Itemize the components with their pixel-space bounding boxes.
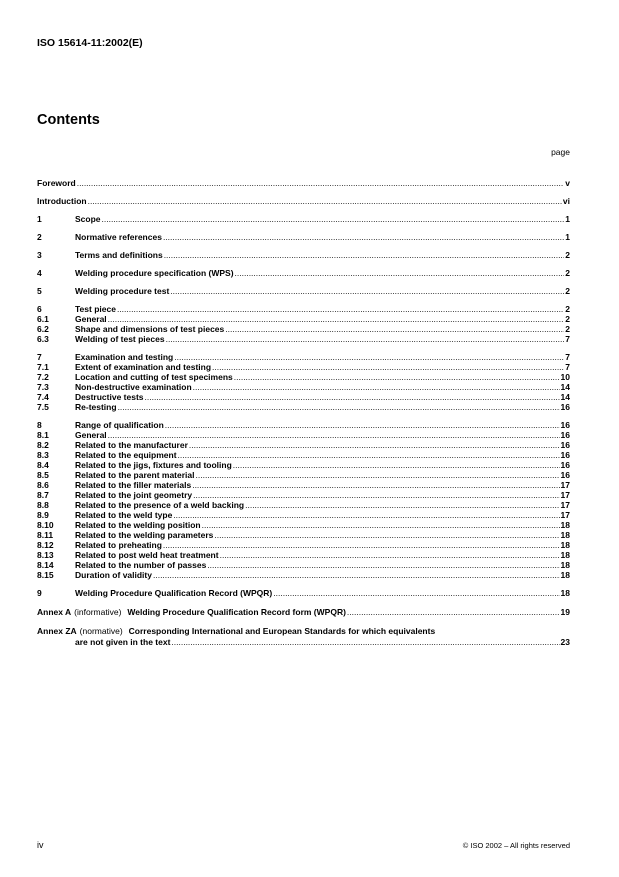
toc-entry[interactable] (37, 530, 570, 540)
toc-entries (37, 178, 570, 598)
toc-entry[interactable] (37, 402, 570, 412)
toc-entry[interactable] (37, 470, 570, 480)
toc-entry-number: 1 (37, 214, 42, 224)
toc-entry-page: 14 (560, 392, 570, 402)
toc-entry-page: 18 (560, 530, 570, 540)
leader-dots (234, 372, 560, 382)
annex-za-title-line1: Corresponding International and European Standards for which equivalents (128, 626, 436, 636)
toc-entry[interactable] (37, 460, 570, 470)
toc-entry-number: 8.11 (37, 530, 54, 540)
toc-entry[interactable] (37, 352, 570, 362)
toc-entry-title: Examination and testing (75, 352, 174, 362)
toc-entry-page: 2 (565, 286, 570, 296)
toc-entry[interactable] (37, 268, 570, 278)
toc-entry-number: 8.7 (37, 490, 49, 500)
leader-dots (164, 250, 565, 260)
leader-dots (170, 286, 564, 296)
toc-entry-title: General (75, 430, 107, 440)
annex-za-first-line (37, 626, 570, 637)
toc-entry-number: 6.1 (37, 314, 49, 324)
toc-entry-number: 8.15 (37, 570, 54, 580)
contents-heading: Contents (37, 112, 100, 128)
toc-entry-title: Duration of validity (75, 570, 152, 580)
toc-entry-title: Related to the filler materials (75, 480, 192, 490)
leader-dots (235, 268, 565, 278)
toc-entry-title: General (75, 314, 107, 324)
toc-entry-page: 16 (560, 430, 570, 440)
toc-entry[interactable] (37, 334, 570, 344)
toc-entry[interactable] (37, 178, 570, 188)
toc-entry[interactable] (37, 560, 570, 570)
toc-entry[interactable] (37, 420, 570, 430)
toc-entry-number: 8.8 (37, 500, 49, 510)
toc-entry-page: 1 (565, 232, 570, 242)
toc-entry-number: 8.14 (37, 560, 54, 570)
toc-entry-number: 8.12 (37, 540, 54, 550)
toc-entry-number: 8.4 (37, 460, 49, 470)
toc-entry[interactable] (37, 286, 570, 296)
leader-dots (153, 570, 560, 580)
annex-za-page: 23 (560, 637, 570, 647)
toc-entry[interactable] (37, 480, 570, 490)
toc-entry-number: 7.4 (37, 392, 49, 402)
toc-entry-page: 14 (560, 382, 570, 392)
annex-a-page: 19 (560, 607, 570, 617)
toc-entry-page: 1 (565, 214, 570, 224)
toc-entry-page: 18 (560, 560, 570, 570)
toc-entry-page: 2 (565, 250, 570, 260)
toc-entry[interactable] (37, 430, 570, 440)
toc-entry-number: 8.13 (37, 550, 54, 560)
toc-entry-title: Foreword (37, 178, 76, 188)
annex-za-note: (normative) (79, 626, 123, 636)
toc-entry-title: Related to the welding position (75, 520, 201, 530)
footer-page-number: iv (37, 840, 44, 850)
leader-dots (178, 450, 560, 460)
leader-dots (102, 214, 565, 224)
toc-entry-title: Non-destructive examination (75, 382, 192, 392)
leader-dots (163, 232, 564, 242)
annex-za-label: Annex ZA (37, 626, 77, 636)
toc-entry-title: Welding of test pieces (75, 334, 165, 344)
toc-entry[interactable] (37, 314, 570, 324)
toc-entry[interactable] (37, 510, 570, 520)
toc-entry-number: 8.2 (37, 440, 49, 450)
toc-entry-title: Re-testing (75, 402, 117, 412)
leader-dots (214, 530, 559, 540)
leader-dots (174, 352, 564, 362)
toc-entry[interactable] (37, 588, 570, 598)
toc-entry-page: 17 (560, 500, 570, 510)
annex-a-title: Welding Procedure Qualification Record form (WPQR) (127, 607, 346, 617)
annex-a-note: (informative) (74, 607, 122, 617)
toc-entry-number: 4 (37, 268, 42, 278)
toc-entry-page: 17 (560, 490, 570, 500)
toc-entry-title: Welding Procedure Qualification Record (WPQR) (75, 588, 273, 598)
toc-entry-title: Welding procedure specification (WPS) (75, 268, 234, 278)
toc-entry-page: 10 (560, 372, 570, 382)
toc-entry-page: 16 (560, 420, 570, 430)
leader-dots (163, 540, 560, 550)
toc-entry-title: Range of qualification (75, 420, 164, 430)
toc-entry-number: 7.5 (37, 402, 49, 412)
toc-entry-number: 8.6 (37, 480, 49, 490)
toc-entry-title: Test piece (75, 304, 116, 314)
toc-entry[interactable] (37, 570, 570, 580)
toc-entry-title: Related to preheating (75, 540, 162, 550)
page-column-label: page (551, 147, 570, 157)
toc-entry[interactable] (37, 372, 570, 382)
leader-dots (233, 460, 560, 470)
toc-entry[interactable] (37, 362, 570, 372)
toc-entry-number: 5 (37, 286, 42, 296)
toc-entry-title: Normative references (75, 232, 162, 242)
toc-entry-page: 18 (560, 550, 570, 560)
toc-entry-page: 17 (560, 480, 570, 490)
document-id: ISO 15614-11:2002(E) (37, 37, 143, 49)
toc-entry-number: 8.1 (37, 430, 49, 440)
toc-entry-page: 7 (565, 362, 570, 372)
toc-entry-title: Related to the parent material (75, 470, 195, 480)
leader-dots (77, 178, 565, 188)
toc-entry-page: 17 (560, 510, 570, 520)
leader-dots (118, 402, 560, 412)
toc-entry-page: 16 (560, 450, 570, 460)
toc-entry-title: Related to the jigs, fixtures and tooling (75, 460, 232, 470)
toc-entry-title: Related to the number of passes (75, 560, 207, 570)
toc-entry-page: vi (562, 196, 570, 206)
toc-entry[interactable] (37, 500, 570, 510)
toc-entry-title: Related to the weld type (75, 510, 173, 520)
toc-entry-page: 16 (560, 460, 570, 470)
toc-entry-page: 2 (565, 304, 570, 314)
leader-dots (108, 430, 560, 440)
toc-entry-title: Related to the equipment (75, 450, 177, 460)
toc-entry-page: v (565, 178, 570, 188)
leader-dots (202, 520, 560, 530)
toc-entry[interactable] (37, 550, 570, 560)
leader-dots (88, 196, 562, 206)
toc-entry[interactable] (37, 304, 570, 314)
toc-entry-number: 8 (37, 420, 42, 430)
leader-dots (212, 362, 564, 372)
toc-entry-number: 8.9 (37, 510, 49, 520)
toc-entry-number: 8.10 (37, 520, 54, 530)
toc-entry-title: Extent of examination and testing (75, 362, 212, 372)
leader-dots (193, 490, 559, 500)
annex-za-second-line (37, 637, 570, 647)
toc-entry-page: 16 (560, 402, 570, 412)
toc-entry-number: 7.3 (37, 382, 49, 392)
leader-dots (347, 607, 560, 617)
leader-dots (108, 314, 565, 324)
leader-dots (273, 588, 559, 598)
leader-dots (225, 324, 564, 334)
toc-entry-number: 2 (37, 232, 42, 242)
leader-dots (117, 304, 564, 314)
toc-entry-page: 16 (560, 470, 570, 480)
toc-entry-title: Destructive tests (75, 392, 144, 402)
toc-entry-title: Scope (75, 214, 101, 224)
toc-entry-number: 9 (37, 588, 42, 598)
table-of-contents (37, 178, 570, 647)
toc-entry-page: 2 (565, 268, 570, 278)
toc-entry-title: Introduction (37, 196, 87, 206)
leader-dots (220, 550, 560, 560)
toc-entry-title: Related to post weld heat treatment (75, 550, 219, 560)
toc-entry[interactable] (37, 232, 570, 242)
leader-dots (196, 470, 560, 480)
toc-entry-title: Welding procedure test (75, 286, 170, 296)
leader-dots (245, 500, 559, 510)
toc-entry-number: 7.1 (37, 362, 49, 372)
toc-entry-page: 2 (565, 314, 570, 324)
toc-entry-page: 7 (565, 352, 570, 362)
toc-entry-page: 16 (560, 440, 570, 450)
toc-entry[interactable] (37, 540, 570, 550)
leader-dots (189, 440, 560, 450)
annex-za-title-line2: are not given in the text (75, 637, 171, 647)
toc-entry[interactable] (37, 250, 570, 260)
toc-entry[interactable] (37, 324, 570, 334)
toc-entry[interactable] (37, 440, 570, 450)
leader-dots (173, 510, 559, 520)
toc-entry[interactable] (37, 450, 570, 460)
toc-entry-number: 8.5 (37, 470, 49, 480)
toc-entry[interactable] (37, 382, 570, 392)
toc-entry[interactable] (37, 490, 570, 500)
toc-entry[interactable] (37, 520, 570, 530)
toc-entry[interactable] (37, 196, 570, 206)
leader-dots (193, 382, 560, 392)
toc-entry-page: 2 (565, 324, 570, 334)
leader-dots (207, 560, 559, 570)
toc-entry-number: 3 (37, 250, 42, 260)
leader-dots (165, 420, 560, 430)
toc-entry-number: 6.3 (37, 334, 49, 344)
toc-entry[interactable] (37, 392, 570, 402)
toc-entry-title: Terms and definitions (75, 250, 163, 260)
toc-entry-title: Related to the welding parameters (75, 530, 214, 540)
toc-entry-annex-za[interactable] (37, 626, 570, 647)
toc-entry-title: Related to the manufacturer (75, 440, 188, 450)
leader-dots (192, 480, 559, 490)
toc-entry-title: Related to the joint geometry (75, 490, 193, 500)
toc-entry-page: 18 (560, 570, 570, 580)
toc-entry-number: 7 (37, 352, 42, 362)
leader-dots (166, 334, 565, 344)
leader-dots (171, 637, 559, 647)
toc-entry-page: 18 (560, 520, 570, 530)
toc-entry-page: 18 (560, 540, 570, 550)
toc-entry-number: 7.2 (37, 372, 49, 382)
annex-a-label: Annex A (37, 607, 72, 617)
toc-entry-number: 8.3 (37, 450, 49, 460)
toc-entry-number: 6.2 (37, 324, 49, 334)
toc-entry-number: 6 (37, 304, 42, 314)
toc-entry-page: 18 (560, 588, 570, 598)
toc-entry-title: Location and cutting of test specimens (75, 372, 233, 382)
leader-dots (145, 392, 560, 402)
toc-entry-page: 7 (565, 334, 570, 344)
toc-entry[interactable] (37, 214, 570, 224)
toc-entry-annex-a[interactable] (37, 607, 570, 617)
toc-entry-title: Related to the presence of a weld backing (75, 500, 245, 510)
toc-entry-title: Shape and dimensions of test pieces (75, 324, 225, 334)
footer-copyright: © ISO 2002 – All rights reserved (462, 841, 570, 850)
